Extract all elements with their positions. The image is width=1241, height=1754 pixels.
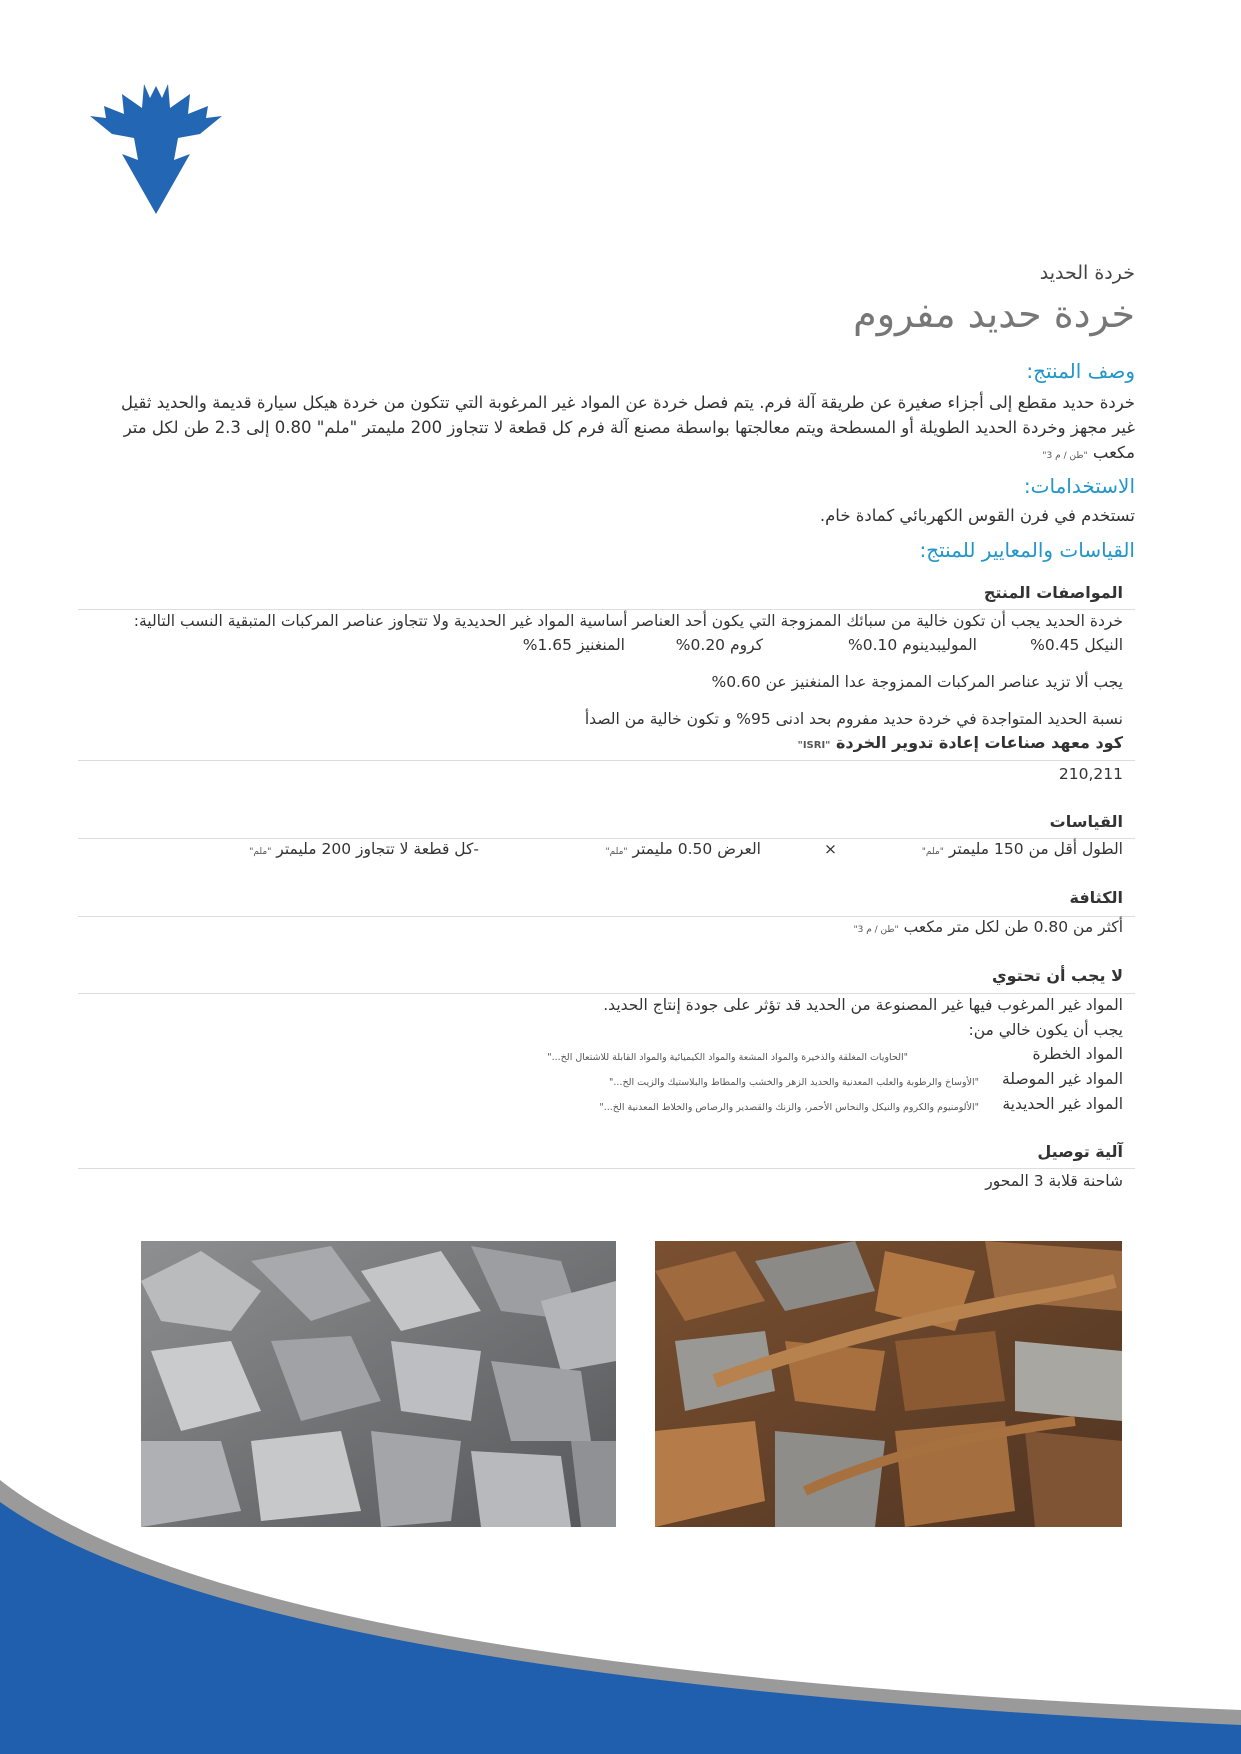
width-value: العرض 0.50 مليمتر "ملم" — [605, 840, 761, 858]
alloy-limit-text: يجب ألا تزيد عناصر المركبات الممزوجة عدا المنغنيز عن 0.60% — [711, 673, 1123, 691]
density-label: الكثافة — [1069, 888, 1123, 907]
piece-limit: -كل قطعة لا تتجاوز 200 مليمتر "ملم" — [249, 840, 479, 858]
standards-heading: القياسات والمعايير للمنتج: — [919, 538, 1135, 562]
hazard-note-nonconductive: "الأوساخ والرطوبة والعلب المعدنية والحديد الزهر والخشب والمطاط والبلاستيك والزيت الخ..." — [609, 1077, 979, 1088]
chem-nickel: النيكل 0.45% — [1030, 636, 1123, 654]
page-title: خردة حديد مفروم — [853, 292, 1135, 336]
hazard-item-dangerous: المواد الخطرة — [1032, 1045, 1123, 1063]
description-heading: وصف المنتج: — [1026, 359, 1135, 383]
times-symbol: × — [824, 840, 837, 858]
chem-list — [363, 636, 1123, 662]
uses-text: تستخدم في فرن القوس الكهربائي كمادة خام. — [819, 506, 1135, 525]
isri-abbr: "ISRI" — [797, 740, 831, 751]
isri-code: 210,211 — [1058, 765, 1123, 783]
chem-chromium: كروم 0.20% — [675, 636, 763, 654]
dimensions-divider — [78, 838, 1135, 839]
specs-label: المواصفات المنتج — [983, 583, 1123, 602]
isri-label: كود معهد صناعات إعادة تدوير الخردة "ISRI" — [797, 733, 1123, 752]
chem-molybdenum: الموليبدينوم 0.10% — [848, 636, 977, 654]
density-text: أكثر من 0.80 طن لكل متر مكعب "طن / م 3" — [853, 918, 1123, 936]
prohibited-divider — [78, 993, 1135, 994]
hazard-note-dangerous: "الحاويات المغلقة والذخيرة والمواد المشعة والمواد الكيميائية والمواد القابلة للاشتعال الخ..." — [547, 1052, 908, 1063]
category-label: خردة الحديد — [1039, 262, 1135, 284]
footer-wave-decoration — [0, 1480, 1241, 1754]
trident-logo-icon — [90, 76, 222, 214]
delivery-divider — [78, 1168, 1135, 1169]
hazard-item-nonconductive: المواد غير الموصلة — [1002, 1070, 1123, 1088]
uses-heading: الاستخدامات: — [1023, 474, 1135, 498]
prohibited-line-1: المواد غير المرغوب فيها غير المصنوعة من الحديد قد تؤثر على جودة إنتاج الحديد. — [603, 996, 1123, 1014]
description-text: خردة حديد مقطع إلى أجزاء صغيرة عن طريقة آلة فرم. يتم فصل خردة عن المواد غير المرغوبة التي تتكون من خردة هيكل سيارة قديمة والحديد ثقيل غير مجهز وخردة الحديد الطويلة أو المسطحة ويتم معالجتها بواسطة مصنع آلة فرم كل قطعة لا تتجاوز 200 مليمتر "ملم" 0.80 إلى 2.3 طن لكل متر مكعب "طن / م 3" — [121, 393, 1135, 462]
delivery-label: آلية توصيل — [1037, 1142, 1123, 1161]
prohibited-label: لا يجب أن تحتوي — [991, 966, 1123, 985]
hazard-note-nonferrous: "الألومنيوم والكروم والنيكل والنحاس الأحمر، والزنك والقصدير والرصاص والخلاط المعدنية الخ..." — [599, 1102, 979, 1113]
chem-manganese: المنغنيز 1.65% — [522, 636, 625, 654]
dimensions-label: القياسات — [1049, 812, 1123, 831]
specs-divider — [78, 609, 1135, 610]
delivery-text: شاحنة قلابة 3 المحور — [985, 1172, 1123, 1190]
iron-content-text: نسبة الحديد المتواجدة في خردة حديد مفروم بحد ادنى 95% و تكون خالية من الصدأ — [584, 710, 1123, 728]
density-divider — [78, 916, 1135, 917]
length-value: الطول أقل من 150 مليمتر "ملم" — [921, 840, 1123, 858]
prohibited-line-2: يجب أن يكون خالي من: — [968, 1021, 1123, 1039]
specs-intro: خردة الحديد يجب أن تكون خالية من سبائك الممزوجة التي يكون أحد العناصر أساسية المواد غير الحديدية ولا تتجاوز عناصر المركبات المتبقية النسب التالية: — [133, 612, 1123, 630]
isri-divider — [78, 760, 1135, 761]
hazard-item-nonferrous: المواد غير الحديدية — [1002, 1095, 1123, 1113]
description-unit: "طن / م 3" — [1042, 451, 1088, 461]
